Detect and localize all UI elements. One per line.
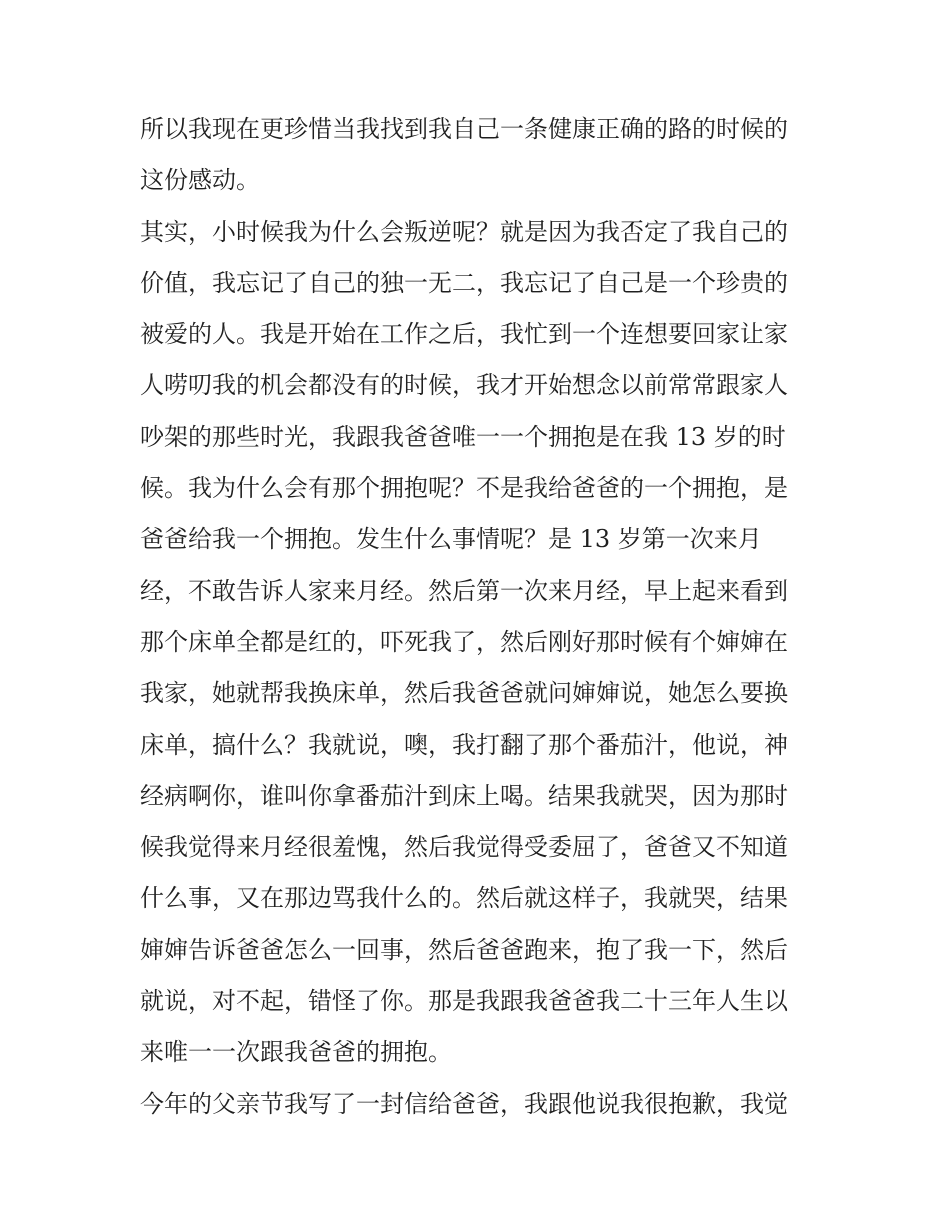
text-line: 被爱的人。我是开始在工作之后，我忙到一个连想要回家让家	[140, 320, 788, 349]
text-line: 经病啊你，谁叫你拿番茄汁到床上喝。结果我就哭，因为那时	[140, 781, 788, 810]
text-line: 什么事，又在那边骂我什么的。然后就这样子，我就哭，结果	[140, 884, 788, 913]
text-line: 人唠叨我的机会都没有的时候，我才开始想念以前常常跟家人	[140, 371, 788, 400]
text-line: 爸爸给我一个拥抱。发生什么事情呢？是 13 岁第一次来月	[140, 525, 762, 554]
text-line: 那个床单全都是红的，吓死我了，然后刚好那时候有个婶婶在	[140, 627, 788, 656]
text-line: 候我觉得来月经很羞愧，然后我觉得受委屈了，爸爸又不知道	[140, 833, 788, 862]
text-line: 来唯一一次跟我爸爸的拥抱。	[140, 1038, 452, 1067]
text-line: 经，不敢告诉人家来月经。然后第一次来月经，早上起来看到	[140, 576, 788, 605]
text-line: 吵架的那些时光，我跟我爸爸唯一一个拥抱是在我 13 岁的时	[140, 422, 786, 451]
text-line: 我家，她就帮我换床单，然后我爸爸就问婶婶说，她怎么要换	[140, 679, 788, 708]
text-line: 价值，我忘记了自己的独一无二，我忘记了自己是一个珍贵的	[140, 268, 788, 297]
text-line: 这份感动。	[140, 166, 260, 195]
text-line: 今年的父亲节我写了一封信给爸爸，我跟他说我很抱歉，我觉	[140, 1089, 788, 1118]
text-line: 床单，搞什么？我就说，噢，我打翻了那个番茄汁，他说，神	[140, 730, 788, 759]
text-line: 婶婶告诉爸爸怎么一回事，然后爸爸跑来，抱了我一下，然后	[140, 935, 788, 964]
text-line: 其实，小时候我为什么会叛逆呢？就是因为我否定了我自己的	[140, 217, 788, 246]
text-line: 所以我现在更珍惜当我找到我自己一条健康正确的路的时候的	[140, 115, 788, 143]
text-line: 就说，对不起，错怪了你。那是我跟我爸爸我二十三年人生以	[140, 987, 788, 1016]
text-line: 候。我为什么会有那个拥抱呢？不是我给爸爸的一个拥抱，是	[140, 474, 788, 503]
body-text	[140, 104, 820, 1130]
